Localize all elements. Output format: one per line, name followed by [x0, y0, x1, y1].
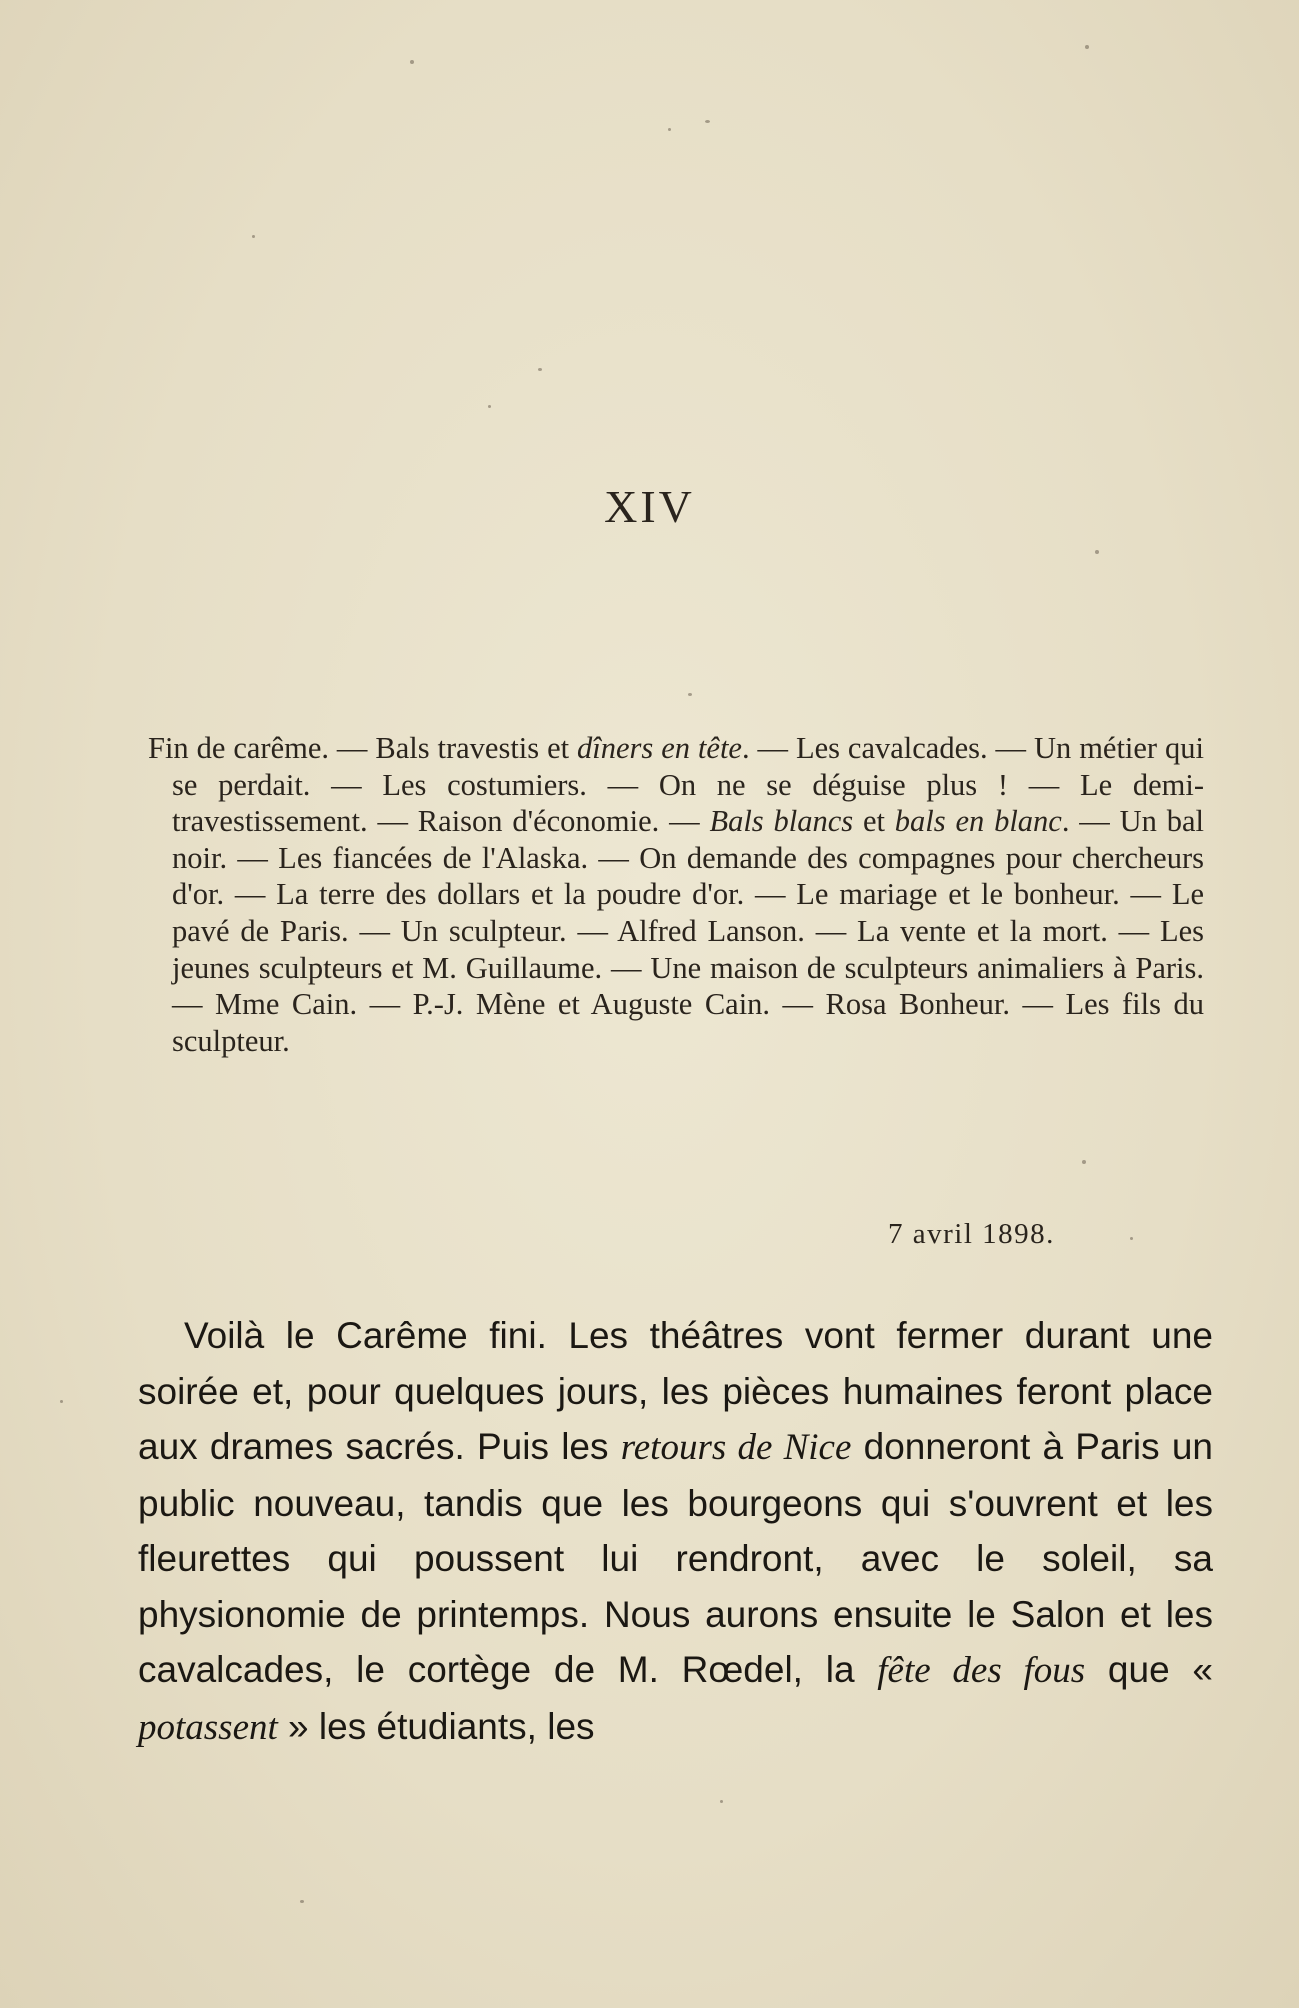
body-italic-2: fête des fous [877, 1650, 1086, 1691]
chapter-summary [148, 730, 1204, 1059]
body-italic-3: potassent [138, 1706, 278, 1748]
summary-text-4: . — Un bal noir. — Les fiancées de l'Alaska. — On demande des compagnes pour chercheurs d'or. — La terre des dollars et la poudre d'or. — Le mariage et le bonheur. — Le pavé de Paris. — Un sculpteur. — Alfred Lanson. — La vente et la mort. — Les jeunes sculpteurs et M. Guillaume. — Une maison de sculpteurs animaliers à Paris. — Mme Cain. — P.-J. Mène et Auguste Cain. — Rosa Bonheur. — Les fils du sculpteur. [172, 804, 1204, 1058]
paper-speck [300, 1900, 304, 1903]
body-text-3: que « [1085, 1649, 1213, 1690]
body-text-1: Voilà le Carême fini. Les théâtres vont fermer durant une soirée et, pour quelques jours, les pièces humaines feront place aux drames sacrés. Puis les [138, 1315, 1213, 1467]
summary-italic-1: dîners en tête [577, 731, 742, 765]
paper-speck [720, 1800, 723, 1803]
chapter-number: XIV [604, 481, 695, 532]
paper-speck [688, 693, 692, 696]
paper-speck [1130, 1237, 1133, 1240]
summary-text-3: et [853, 804, 895, 839]
body-italic-1: retours de Nice [620, 1427, 852, 1468]
body-text-2: donneront à Paris un public nouveau, tandis que les bourgeons qui s'ouvrent et les fleurettes qui poussent lui rendront, avec le soleil, sa physionomie de printemps. Nous aurons ensuite le Salon et les cavalcades, le cortège de M. Rœdel, la [138, 1426, 1213, 1690]
paper-speck [1082, 1160, 1086, 1164]
paper-speck [488, 405, 491, 408]
summary-text-2: . — Les cavalcades. — Un métier qui se perdait. — Les costumiers. — On ne se déguise plus ! — Le demi-travestissement. — Raison d'économie. — [172, 731, 1204, 839]
summary-text-1: Fin de carême. — Bals travestis et [148, 731, 578, 765]
body-paragraph [138, 1308, 1213, 1755]
paper-speck [1085, 45, 1089, 49]
summary-italic-2: Bals blancs [709, 804, 854, 839]
chapter-date: 7 avril 1898. [888, 1218, 1055, 1250]
paper-speck [668, 128, 671, 131]
paper-speck [60, 1400, 63, 1403]
paper-speck [1095, 550, 1099, 554]
summary-italic-3: bals en blanc [894, 804, 1062, 839]
paper-speck [538, 368, 542, 371]
paper-speck [705, 120, 710, 123]
paper-speck [410, 60, 414, 64]
body-text-4: » les étudiants, les [277, 1705, 595, 1747]
paper-speck [252, 235, 255, 238]
